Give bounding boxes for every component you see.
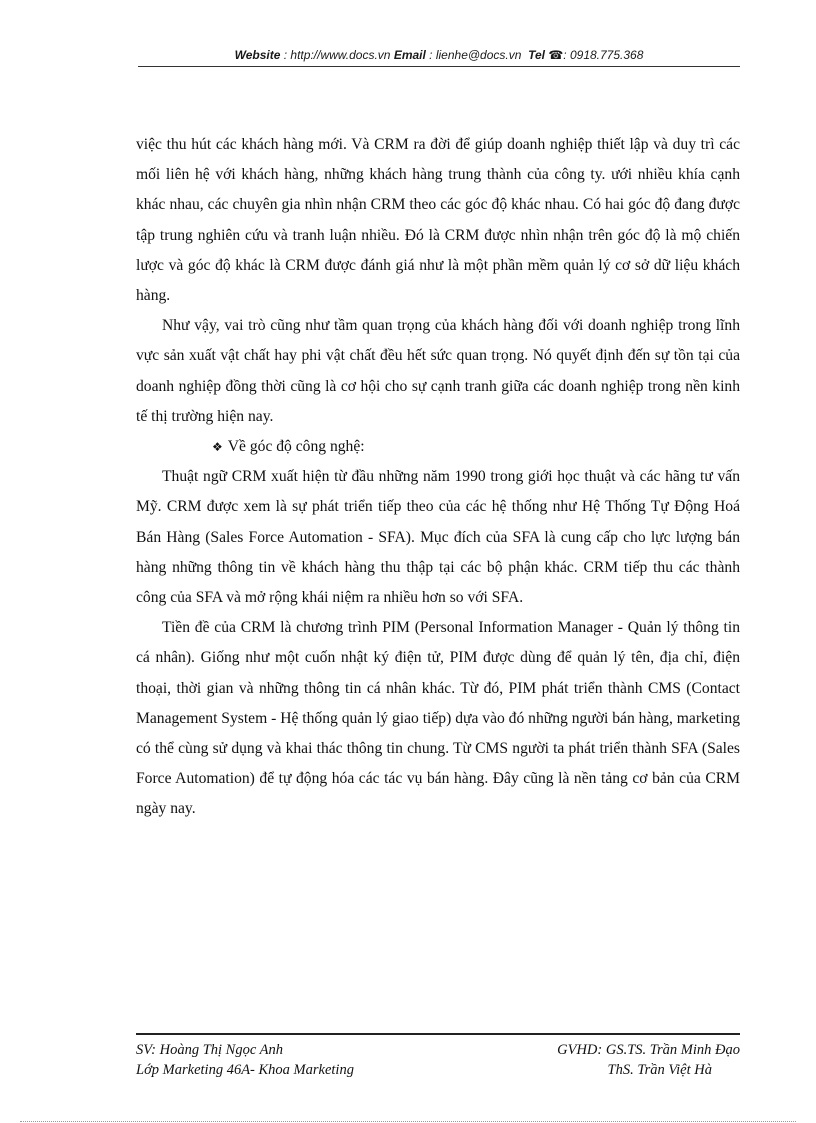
paragraph-1: việc thu hút các khách hàng mới. Và CRM ra đời để giúp doanh nghiệp thiết lập và duy trì các mối liên hệ với khách hàng, những khách hàng trung thành của công ty. ưới nhiều khía cạnh khác nhau, các chuyên gia nhìn nhận CRM theo các góc độ khác nhau. Có hai góc độ đang được tập trung nghiên cứu và tranh luận nhiều. Đó là CRM được nhìn nhận trên góc độ là mộ chiến lược và góc độ khác là CRM được đánh giá như là một phần mềm quản lý cơ sở dữ liệu khách hàng. xyxy=(136,136,740,305)
email-value: lienhe@docs.vn xyxy=(435,48,522,62)
paragraph-3: Thuật ngữ CRM xuất hiện từ đầu những năm 1990 trong giới học thuật và các hãng tư vấn Mỹ. CRM được xem là sự phát triển tiếp theo của các hệ thống như Hệ Thống Tự Động Hoá Bán Hàng (Sales Force Automation - SFA). Mục đích của SFA là cung cấp cho lực lượng bán hàng những thông tin về khách hàng thu thập tại các bộ phận khác. CRM tiếp thu các thành công của SFA và mở rộng khái niệm ra nhiều hơn so với SFA. xyxy=(136,468,740,607)
diamond-bullet-icon: ❖ xyxy=(212,440,223,455)
email-label: Email xyxy=(393,48,426,62)
bullet-heading xyxy=(136,432,740,462)
paragraph-4: Tiền đề của CRM là chương trình PIM (Personal Information Manager - Quản lý thông tin cá nhân). Giống như một cuốn nhật ký điện tử, PIM được dùng để quản lý tên, địa chỉ, điện thoại, thời gian và những thông tin cá nhân khác. Từ đó, PIM phát triển thành CMS (Contact Management System - Hệ thống quản lý giao tiếp) dựa vào đó những người bán hàng, marketing có thể cùng sử dụng và khai thác thông tin chung. Từ CMS người ta phát triển thành SFA (Sales Force Automation) để tự động hóa các tác vụ bán hàng. Đây cũng là nền tảng cơ bản của CRM ngày nay. xyxy=(136,619,740,818)
website-sep: : xyxy=(280,48,291,62)
page-header xyxy=(138,48,740,62)
website-url: http://www.docs.vn xyxy=(290,48,391,62)
paragraph-2: Như vậy, vai trò cũng như tầm quan trọng của khách hàng đối với doanh nghiệp trong lĩnh vực sản xuất vật chất hay phi vật chất đều hết sức quan trọng. Nó quyết định đến sự tồn tại của doanh nghiệp đồng thời cũng là cơ hội cho sự cạnh tranh giữa các doanh nghiệp trong nền kinh tế thị trường hiện nay. xyxy=(136,317,740,425)
bullet-heading-text: Về góc độ công nghệ: xyxy=(227,438,365,456)
student-name: SV: Hoàng Thị Ngọc Anh xyxy=(136,1042,284,1058)
email-sep: : xyxy=(425,48,436,62)
advisor-primary: GVHD: GS.TS. Trần Minh Đạo xyxy=(557,1042,740,1058)
page-edge xyxy=(20,1121,796,1122)
class-info: Lớp Marketing 46A- Khoa Marketing xyxy=(136,1062,354,1078)
website-label: Website xyxy=(234,48,281,62)
document-body xyxy=(136,130,740,825)
advisor-secondary: ThS. Trần Việt Hà xyxy=(607,1062,712,1078)
page-footer xyxy=(136,1040,740,1080)
footer-divider xyxy=(136,1033,740,1035)
header-divider xyxy=(138,66,740,67)
tel-label: Tel xyxy=(528,48,545,62)
phone-icon: ☎ xyxy=(548,48,564,62)
tel-value: : 0918.775.368 xyxy=(563,48,644,62)
